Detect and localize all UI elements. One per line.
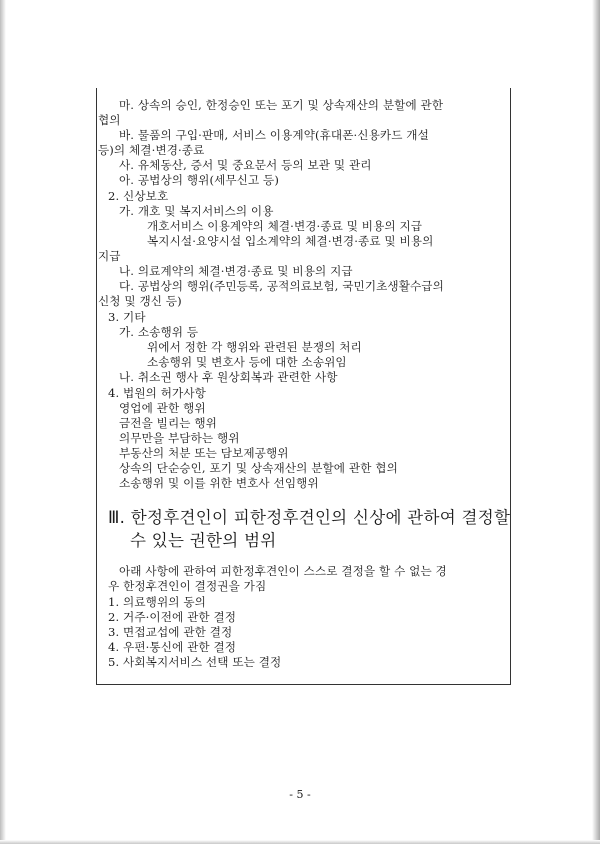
list-line-3-ga: 가. 소송행위 등: [119, 325, 199, 339]
list-line-2-da: 다. 공법상의 행위(주민등록, 공적의료보험, 국민기초생활수급의: [119, 279, 444, 293]
section-iii-item-2: 2. 거주·이전에 관한 결정: [108, 610, 237, 624]
list-line-2-ga-2: 복지시설·요양시설 입소계약의 체결·변경·종료 및 비용의: [147, 234, 434, 248]
list-line-3-ga-1: 위에서 정한 각 행위와 관련된 분쟁의 처리: [147, 340, 362, 354]
page-edge-right: [592, 0, 600, 844]
page-edge-left: [0, 0, 6, 844]
list-line-2-na: 나. 의료계약의 체결·변경·종료 및 비용의 지급: [119, 264, 353, 278]
list-line-3-na: 나. 취소권 행사 후 원상회복과 관련한 사항: [119, 370, 338, 384]
page-number: - 5 -: [289, 788, 311, 801]
list-line-ba-cont: 등)의 체결·변경·종료: [98, 143, 205, 157]
section-iii-intro-line1: 아래 사항에 관하여 피한정후견인이 스스로 결정을 할 수 없는 경: [119, 564, 447, 578]
list-line-2-ga-2-cont: 지급: [98, 249, 121, 263]
list-line-4-3: 의무만을 부담하는 행위: [119, 431, 240, 445]
list-line-2-da-cont: 신청 및 갱신 등): [98, 294, 182, 308]
section-iii-heading-line1: Ⅲ. 한정후견인이 피한정후견인의 신상에 관하여 결정할: [108, 508, 511, 527]
section-2-title: 2. 신상보호: [108, 189, 169, 203]
list-line-4-2: 금전을 빌리는 행위: [119, 416, 217, 430]
list-line-2-ga: 가. 개호 및 복지서비스의 이용: [119, 204, 274, 218]
list-line-a: 아. 공법상의 행위(세무신고 등): [119, 173, 279, 187]
section-iii-item-5: 5. 사회복지서비스 선택 또는 결정: [108, 655, 282, 669]
section-4-title: 4. 법원의 허가사항: [108, 386, 206, 400]
list-line-4-6: 소송행위 및 이를 위한 변호사 선임행위: [119, 476, 319, 490]
list-line-4-1: 영업에 관한 행위: [119, 401, 206, 415]
list-line-3-ga-2: 소송행위 및 변호사 등에 대한 소송위임: [147, 355, 347, 369]
section-iii-item-1: 1. 의료행위의 동의: [108, 595, 206, 609]
page-edge-bottom: [0, 840, 600, 844]
list-line-ma-cont: 협의: [98, 113, 121, 127]
list-line-sa: 사. 유체동산, 증서 및 중요문서 등의 보관 및 관리: [119, 158, 372, 172]
section-iii-heading-line2: 수 있는 권한의 범위: [130, 531, 277, 550]
list-line-ba: 바. 물품의 구입·판매, 서비스 이용계약(휴대폰·신용카드 개설: [119, 128, 429, 142]
section-iii-item-4: 4. 우편·통신에 관한 결정: [108, 640, 237, 654]
list-line-4-4: 부동산의 처분 또는 담보제공행위: [119, 446, 289, 460]
list-line-4-5: 상속의 단순승인, 포기 및 상속재산의 분할에 관한 협의: [119, 461, 398, 475]
section-3-title: 3. 기타: [108, 310, 146, 324]
list-line-2-ga-1: 개호서비스 이용계약의 체결·변경·종료 및 비용의 지급: [147, 219, 423, 233]
list-line-ma: 마. 상속의 승인, 한정승인 또는 포기 및 상속재산의 분할에 관한: [119, 98, 444, 112]
section-iii-intro-line2: 우 한정후견인이 결정권을 가짐: [108, 579, 267, 593]
section-iii-item-3: 3. 면접교섭에 관한 결정: [108, 625, 233, 639]
